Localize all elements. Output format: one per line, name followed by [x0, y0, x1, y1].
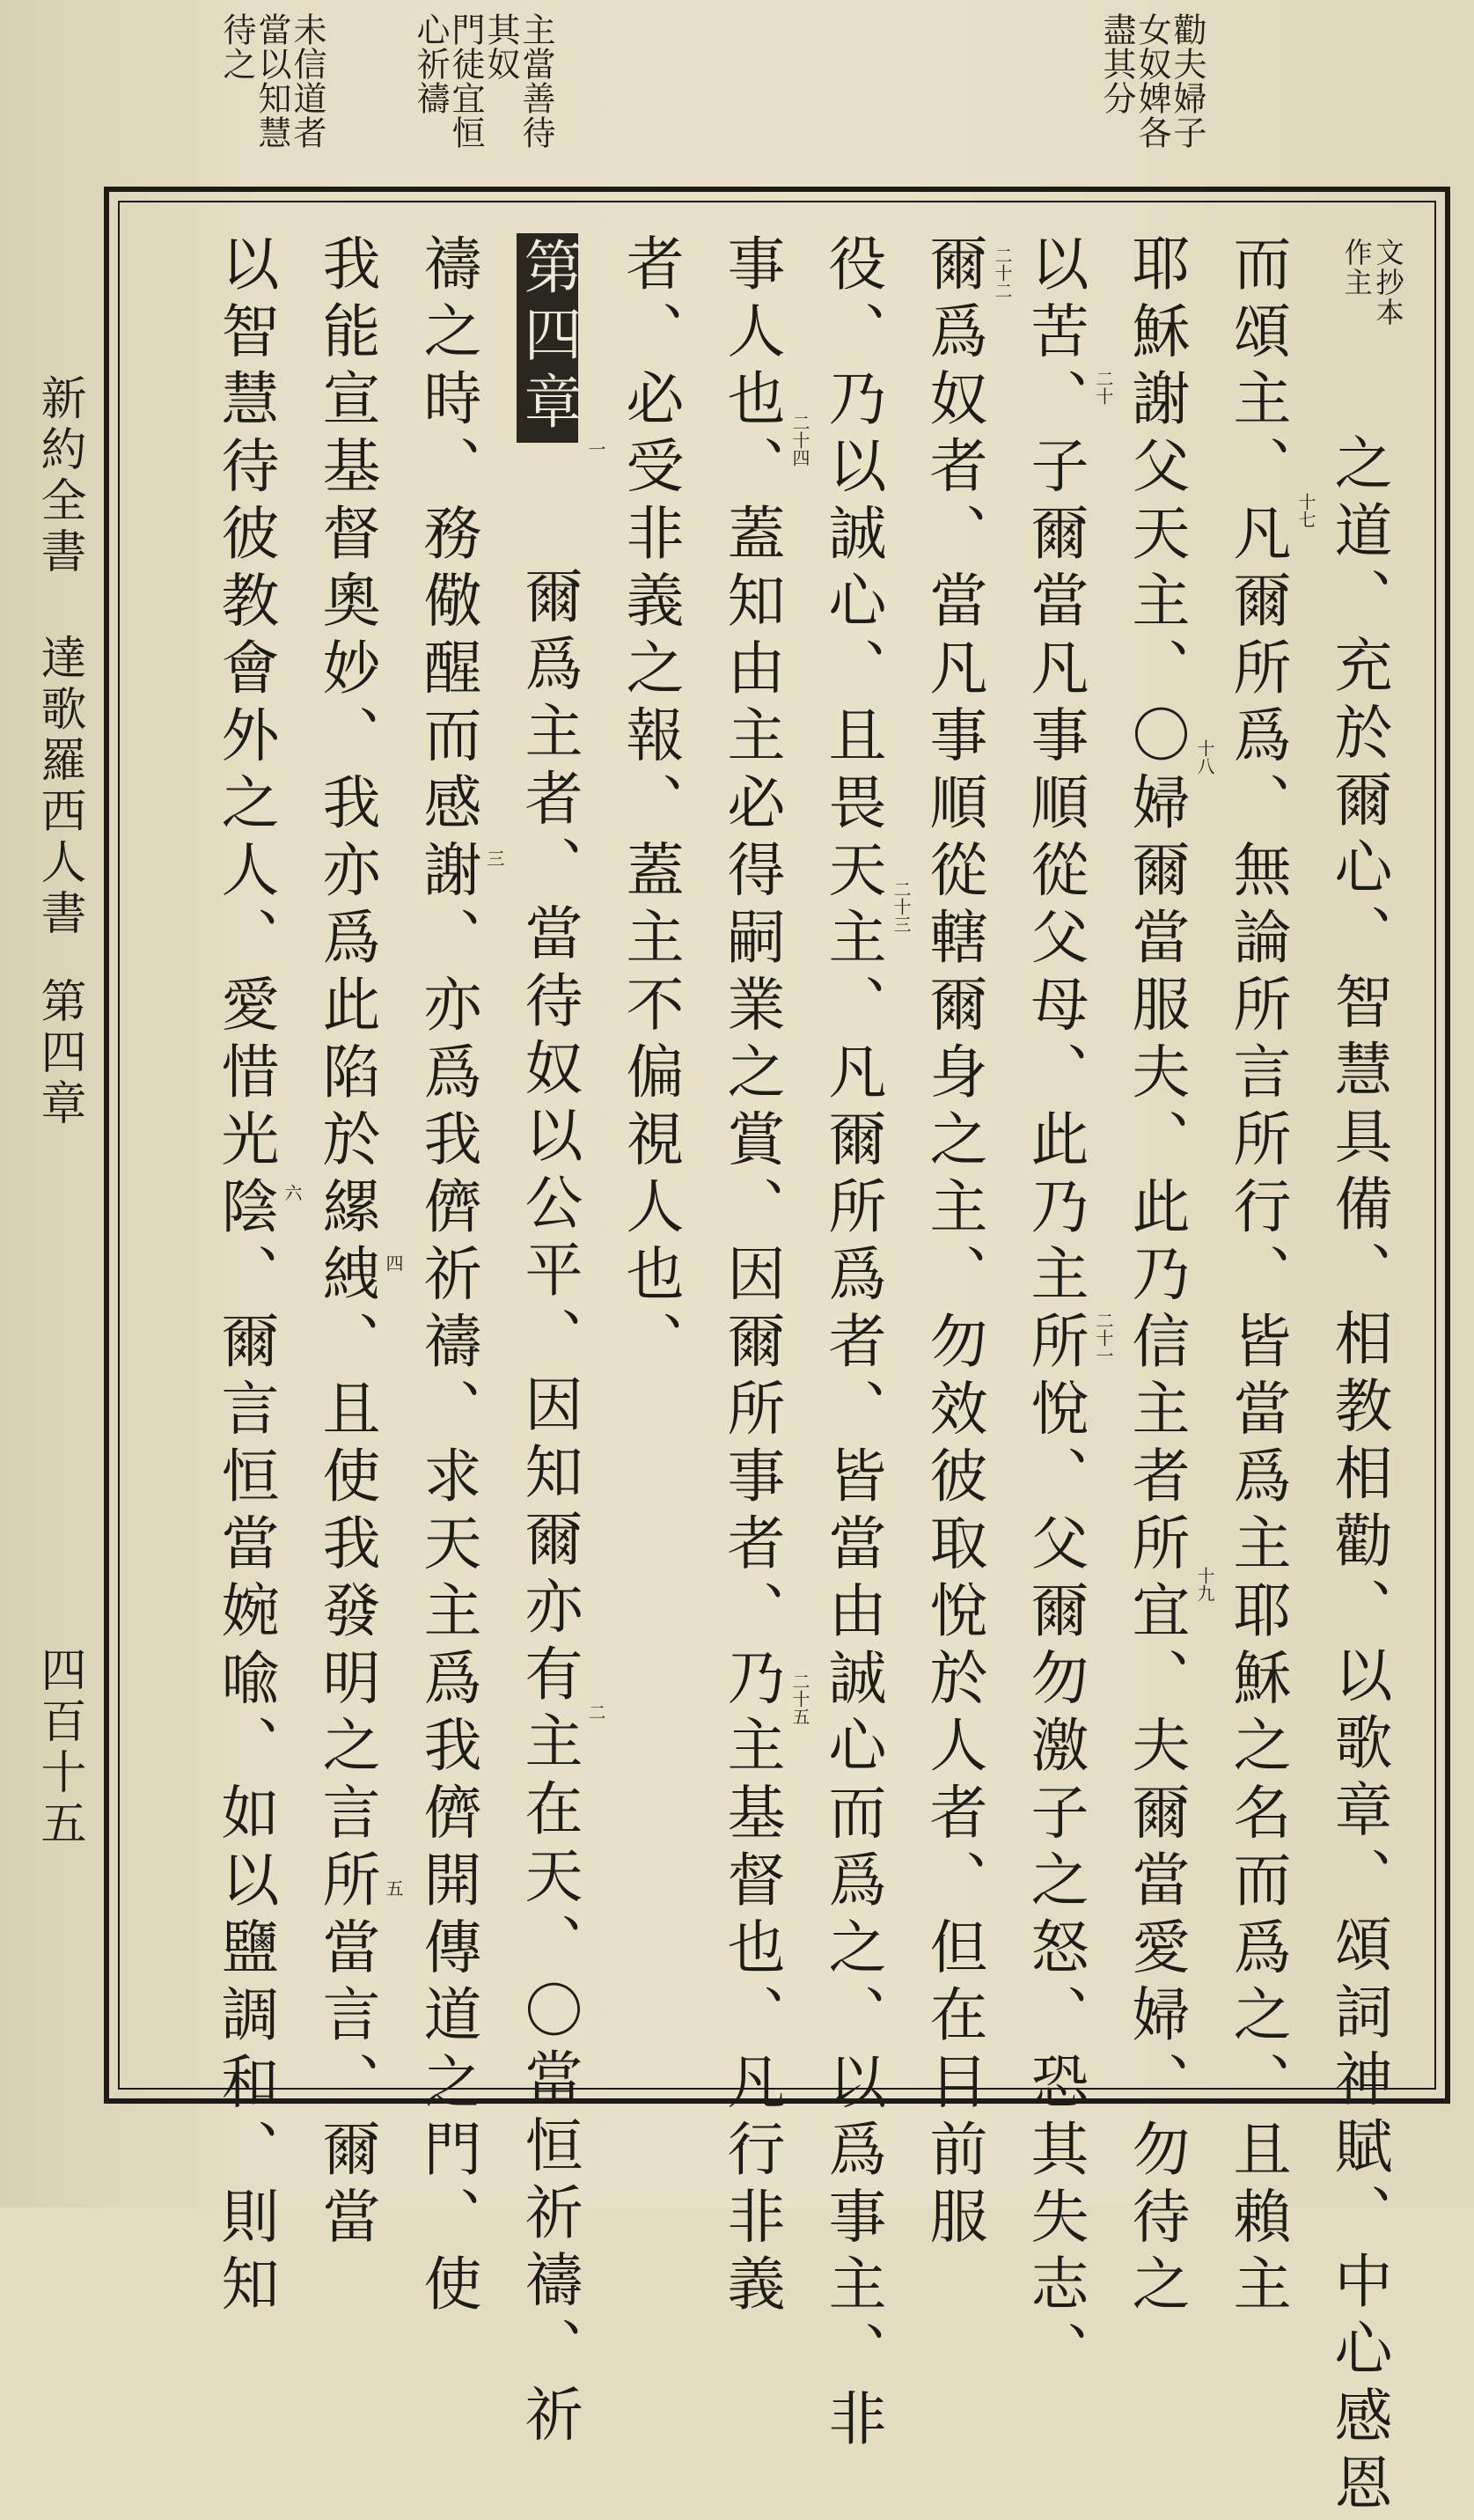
- verse-number: 十八: [1194, 739, 1215, 775]
- headnote-line: 門徒宜恒: [446, 12, 485, 150]
- verse-number: 五: [383, 1879, 404, 1897]
- headnote-line: 未信道者: [288, 12, 326, 150]
- verse-number: 一: [585, 440, 606, 458]
- verse-number: 四: [383, 1254, 404, 1272]
- text-column-11: 我能宣基督奧妙、我亦爲此陷於縲絏、且使我發明之言所當言、爾當: [312, 233, 380, 2253]
- text-column-10: 禱之時、務儆醒而感謝、亦爲我儕祈禱、求天主爲我儕開傳道之門、使: [414, 233, 481, 2321]
- verse-number: 二十二: [992, 246, 1013, 299]
- text-column-8: 者、必受非義之報、蓋主不偏視人也、: [616, 233, 684, 1378]
- verse-number: 二十: [1093, 370, 1114, 405]
- headnote-line: 待之: [217, 12, 256, 81]
- text-column-5: 爾爲奴者、當凡事順從轄爾身之主、勿效彼取悅於人者、但在目前服: [920, 233, 987, 2253]
- page-number: 四百十五: [33, 1646, 85, 1850]
- verse-number: 三: [484, 849, 505, 867]
- text-column-4: 以苦、子爾當凡事順從父母、此乃主所悅、父爾勿激子之怒、恐其失志、: [1021, 233, 1089, 2388]
- verse-number: 二十一: [1093, 1311, 1114, 1364]
- headnote-line: 女奴婢各: [1133, 12, 1171, 150]
- headnote-line: 當以知慧: [253, 12, 291, 150]
- note-line: 作主: [1339, 238, 1374, 298]
- text-column-12: 以智慧待彼教會外之人、愛惜光陰、爾言恒當婉喩、如以鹽調和、則知: [211, 233, 279, 2321]
- note-line: 文抄本: [1371, 238, 1405, 327]
- headnote-line: 其奴: [481, 12, 520, 81]
- text-column-1: 之道、充於爾心、智慧具備、相教相勸、以歌章、頌詞神賦、中心感恩: [1324, 365, 1392, 2520]
- verse-number: 二十四: [789, 414, 810, 467]
- running-title-book: 新約全書: [33, 374, 85, 578]
- verse-number: 十七: [1295, 493, 1316, 528]
- text-column-9: 爾爲主者、當待奴以公平、因知爾亦有主在天、〇當恒祈禱、祈: [515, 431, 583, 2451]
- verse-number: 六: [282, 1184, 303, 1201]
- text-column-7: 事人也、蓋知由主必得嗣業之賞、因爾所事者、乃主基督也、凡行非義: [717, 233, 785, 2321]
- text-column-3: 耶穌謝父天主、〇婦爾當服夫、此乃信主者所宜、夫爾當愛婦、勿待之: [1122, 233, 1190, 2321]
- verse-number: 二: [585, 1703, 606, 1721]
- headnote-line: 勸夫婦子: [1168, 12, 1206, 150]
- text-column-6: 役、乃以誠心、且畏天主、凡爾所爲者、皆當由誠心而爲之、以爲事主、非: [818, 233, 886, 2456]
- running-title-chapter: 第四章: [33, 977, 85, 1130]
- headnote-line: 心祈禱: [411, 12, 450, 115]
- text-column-2: 而頌主、凡爾所爲、無論所言所行、皆當爲主耶穌之名而爲之、且賴主: [1223, 233, 1291, 2321]
- headnote-line: 主當善待: [517, 12, 555, 150]
- verse-number: 二十五: [789, 1672, 810, 1725]
- verse-number: 二十三: [891, 880, 912, 933]
- chapter-heading: 第四章: [517, 233, 578, 443]
- headnote-line: 盡其分: [1097, 12, 1136, 115]
- running-title-section: 達歌羅西人書: [33, 634, 85, 940]
- verse-number: 十九: [1194, 1567, 1215, 1602]
